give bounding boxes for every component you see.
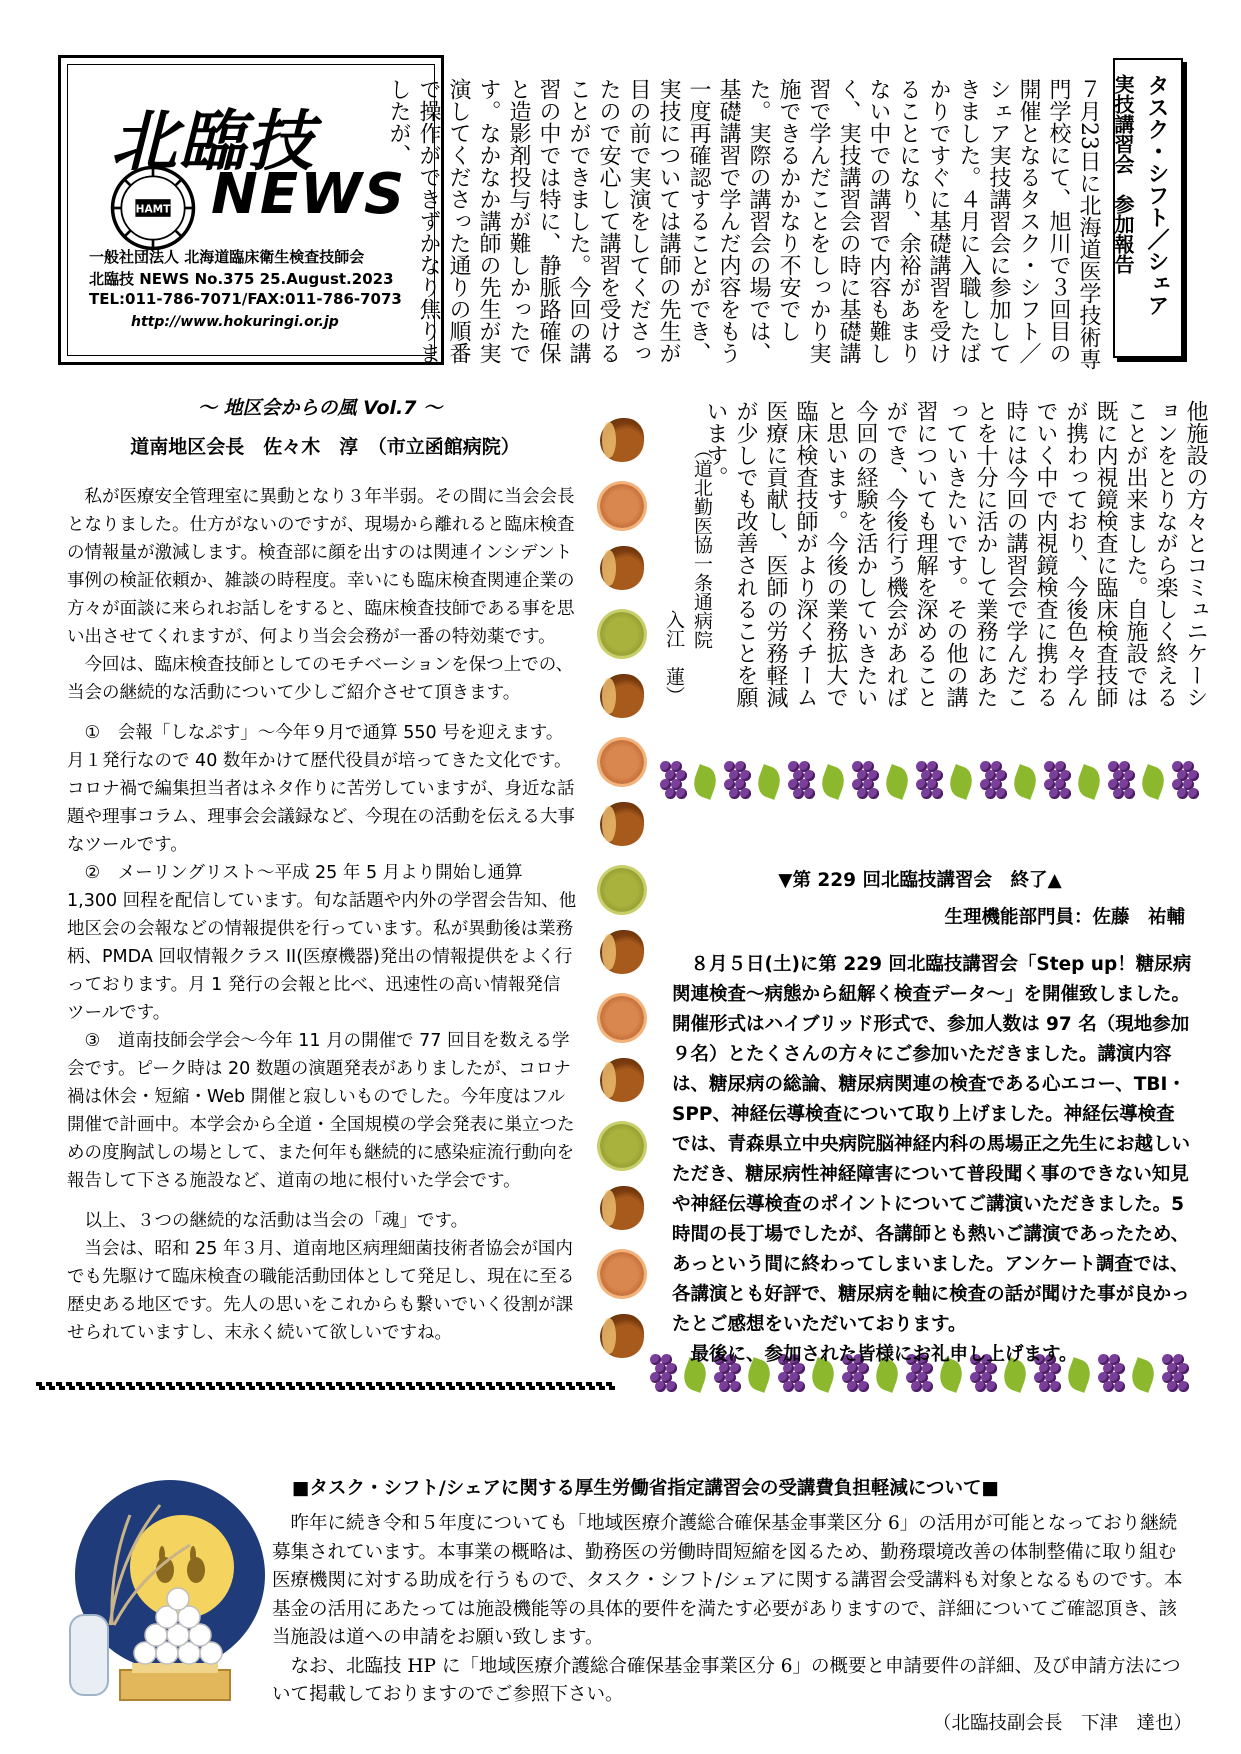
kaze-paragraph: 当会は、昭和 25 年３月、道南地区病理細菌技術者協会が国内でも先駆けて臨床検査の職能活動団体として発足し、現在に至る歴史ある地区です。先人の思いをこれからも繋いでいく役割が課せられていますし、末永く続いて欲しいですね。 bbox=[67, 1239, 575, 1343]
task-shift-author-name: 入江 蓮） bbox=[663, 610, 685, 705]
section-divider bbox=[36, 1382, 616, 1390]
task-shift-author-affiliation: （道北勤医協一条通病院 bbox=[691, 440, 713, 649]
chestnut-decoration-column bbox=[596, 418, 652, 1368]
kaze-paragraph: 今回は、臨床検査技師としてのモチベーションを保つ上での、当会の継続的な活動について少しご紹介させて頂きます。 bbox=[67, 655, 574, 703]
grape-icon bbox=[788, 761, 814, 805]
notice-paragraph: なお、北臨技 HP に「地域医療介護総合確保基金事業区分 6」の概要と申請要件の詳細、及び申請方法について掲載しておりますのでご参照下さい。 bbox=[272, 1655, 1181, 1705]
kaze-title: ～ 地区会からの風 Vol.7 ～ bbox=[197, 397, 443, 419]
grape-icon bbox=[1172, 761, 1198, 805]
kaze-body bbox=[67, 483, 577, 1347]
kaze-paragraph: ① 会報「しなぷす」～今年９月で通算 550 号を迎えます。月１発行なので 40 数年かけて歴代役員が培ってきた文化です。コロナ禍で編集担当者はネタ作りに苦労していますが、身近な話題や理事コラム、理事会会議録など、今現在の活動を伝える大事なツールです。 bbox=[67, 723, 575, 855]
chestnut-burr-icon bbox=[600, 740, 644, 784]
chestnut-icon bbox=[600, 1314, 644, 1358]
masthead-title-kanji: 北臨技 bbox=[111, 103, 315, 180]
task-shift-title-line1: タスク・シフト／シェア bbox=[1144, 74, 1169, 316]
grape-leaf-icon bbox=[690, 764, 721, 800]
chestnut-icon bbox=[600, 674, 644, 718]
grape-icon bbox=[980, 761, 1006, 805]
masthead-issue-line: 北臨技 NEWS No.375 25.August.2023 bbox=[89, 270, 394, 288]
seminar-paragraph: 最後に、参加された皆様にお礼申し上げます。 bbox=[690, 1344, 1078, 1365]
notice-title: ■タスク・シフト/シェアに関する厚生労働省指定講習会の受講費負担軽減について■ bbox=[292, 1478, 999, 1499]
chestnut-icon bbox=[600, 1058, 644, 1102]
task-shift-body-continued: 他施設の方々とコミュニケーションをとりながら楽しく終えることが出来ました。自施設では既に内視鏡検査に臨床検査技師が携わっており、今後色々学んでいく中で内視鏡検査に携わる時には今回の講習会で学んだことを十分に活かして業務にあたっていきたいです。その他の講習についても理解を深めることができ、今後行う機会があれば今回の経験を活かしていきたいと思います。今後の業務拡大で臨床検査技師がより深くチーム医療に貢献し、医師の労務軽減が少しでも改善されることを願います。 bbox=[703, 400, 1208, 708]
chestnut-icon bbox=[600, 546, 644, 590]
notice-paragraph: 昨年に続き令和５年度についても「地域医療介護総合確保基金事業区分 6」の活用が可能となっており継続募集されています。本事業の概略は、勤務医の労働時間短縮を図るため、勤務環境改善の体制整備に取り組む医療機関に対する助成を行うもので、タスク・シフト/シェアに関する講習会受講料も対象となるものです。本基金の活用にあたっては施設機能等の具体的要件を満たす必要がありますので、詳細についてご確認頂き、該当施設は道への申請をお願い致します。 bbox=[272, 1513, 1183, 1648]
grape-icon bbox=[724, 761, 750, 805]
grape-icon bbox=[1108, 761, 1134, 805]
masthead-contact-line: TEL:011-786-7071/FAX:011-786-7073 bbox=[89, 290, 402, 308]
grape-leaf-icon bbox=[946, 764, 977, 800]
chestnut-burr-icon bbox=[600, 868, 644, 912]
chestnut-burr-icon bbox=[600, 1124, 644, 1168]
masthead-url[interactable]: http://www.hokuringi.or.jp bbox=[131, 314, 339, 330]
association-seal-icon bbox=[109, 164, 197, 252]
tsukimi-moon-illustration bbox=[50, 1475, 265, 1705]
chestnut-burr-icon bbox=[600, 612, 644, 656]
chestnut-icon bbox=[600, 1186, 644, 1230]
kaze-paragraph: ③ 道南技師会学会～今年 11 月の開催で 77 回目を数える学会です。ピーク時は 20 数題の演題発表がありましたが、コロナ禍は休会・短縮・Web 開催と寂しいものでした。今年度はフル開催で計画中。本学会から全道・全国規模の学会発表に巣立つための度胸試しの場として、また何年も継続的に感染症流行動向を報告して下さる施設など、道南の地に根付いた学会です。 bbox=[67, 1031, 575, 1191]
notice-body bbox=[272, 1510, 1192, 1738]
grape-icon bbox=[660, 761, 686, 805]
notice-signature: （北臨技副会長 下津 達也） bbox=[932, 1712, 1192, 1734]
grape-leaf-icon bbox=[754, 764, 785, 800]
grape-leaf-icon bbox=[1138, 764, 1169, 800]
chestnut-burr-icon bbox=[600, 1252, 644, 1296]
task-shift-title-line2: 実技講習会 参加報告 bbox=[1111, 74, 1135, 274]
kaze-author: 道南地区会長 佐々木 淳 （市立函館病院） bbox=[130, 436, 520, 458]
grape-leaf-icon bbox=[1010, 764, 1041, 800]
grape-icon bbox=[852, 761, 878, 805]
kaze-paragraph: 以上、３つの継続的な活動は当会の「魂」です。 bbox=[84, 1211, 469, 1231]
chestnut-icon bbox=[600, 418, 644, 462]
grape-icon bbox=[916, 761, 942, 805]
seminar-body bbox=[672, 950, 1192, 1370]
grape-leaf-icon bbox=[818, 764, 849, 800]
seminar-author: 生理機能部門員：佐藤 祐輔 bbox=[944, 907, 1185, 928]
task-shift-title bbox=[1106, 74, 1173, 316]
grapes-decoration-row-top bbox=[660, 755, 1205, 815]
grape-leaf-icon bbox=[882, 764, 913, 800]
task-shift-body: ７月23日に北海道医学技術専門学校にて、旭川で３回目の開催となるタスク・シフト／シェア実技講習会に参加してきました。４月に入職したばかりですぐに基礎講習を受けることになり、余裕があまりない中での講習で内容も難しく、実技講習会の時に基礎講習で学んだことをしっかり実施できるかかなり不安でした。実際の講習会の場では、基礎講習で学んだ内容をもう一度再確認することができ、実技については講師の先生が目の前で実演をしてくださったので安心して講習を受けることができました。今回の講習の中では特に、静脈路確保と造影剤投与が難しかったです。なかなか講師の先生が実演してくださった通りの順番で操作ができずかなり焦りましたが、 bbox=[386, 78, 1101, 370]
task-shift-author bbox=[660, 440, 716, 740]
seminar-paragraph: ８月５日(土)に第 229 回北臨技講習会「Step up！糖尿病関連検査～病態から紐解く検査データ～」を開催致しました。開催形式はハイブリッド形式で、参加人数は 97 名（現地参加９名）とたくさんの方々にご参加いただきました。講演内容は、糖尿病の総論、糖尿病関連の検査である心エコー、TBI・SPP、神経伝導検査について取り上げました。神経伝導検査では、青森県立中央病院脳神経内科の馬場正之先生にお越しいただき、糖尿病性神経障害について普段聞く事のできない知見や神経伝導検査のポイントについてご講演いただきました。5 時間の長丁場でしたが、各講師とも熱いご講演であったため、あっという間に終わってしまいました。アンケート調査では、各講演とも好評で、糖尿病を軸に検査の話が聞けた事が良かったとご感想をいただいております。 bbox=[672, 954, 1192, 1335]
task-shift-title-box bbox=[1113, 58, 1183, 358]
masthead-org-line: 一般社団法人 北海道臨床衛生検査技師会 bbox=[89, 248, 365, 266]
grape-icon bbox=[1044, 761, 1070, 805]
chestnut-icon bbox=[600, 802, 644, 846]
chestnut-burr-icon bbox=[600, 484, 644, 528]
chestnut-icon bbox=[600, 930, 644, 974]
kaze-paragraph: ② メーリングリスト～平成 25 年 5 月より開始し通算 1,300 回程を配信しています。旬な話題や内外の学習会告知、他地区会の会報などの情報提供を行っています。私が異動後は業務柄、PMDA 回収情報クラス II(医療機器)発出の情報提供をよく行っております。月 1 発行の会報と比べ、迅速性の高い情報発信ツールです。 bbox=[67, 863, 577, 1023]
grape-leaf-icon bbox=[1074, 764, 1105, 800]
masthead-title-news: NEWS bbox=[211, 162, 407, 227]
seminar-title: ▼第 229 回北臨技講習会 終了▲ bbox=[778, 870, 1062, 891]
chestnut-burr-icon bbox=[600, 996, 644, 1040]
kaze-paragraph: 私が医療安全管理室に異動となり３年半弱。その間に当会会長となりました。仕方がないのですが、現場から離れると臨床検査の情報量が激減します。検査部に顔を出すのは関連インシデント事例の検証依頼か、雑談の時程度。幸いにも臨床検査関連企業の方々が面談に来られお話しをすると、臨床検査技師である事を思い出させてくれますが、何より当会会務が一番の特効薬です。 bbox=[67, 487, 575, 647]
seal-text: HAMT bbox=[135, 203, 171, 216]
